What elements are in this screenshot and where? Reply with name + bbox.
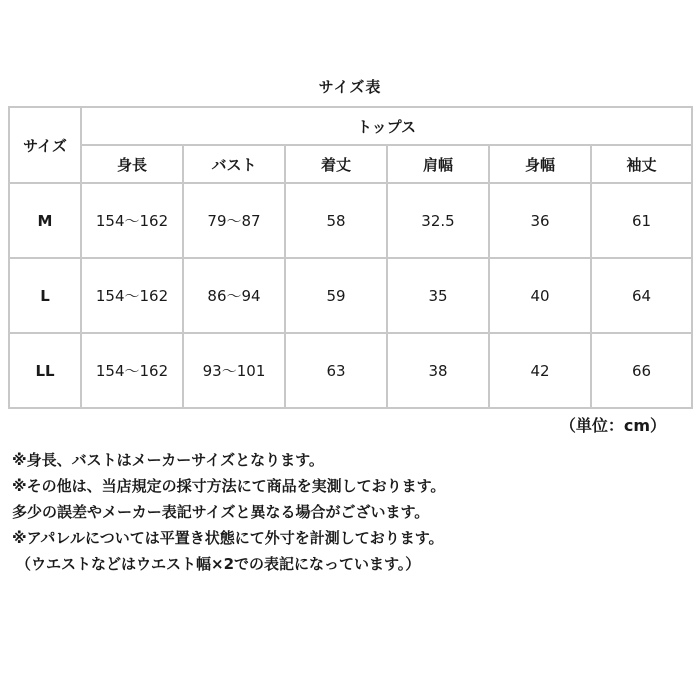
table-cell: 42 [489,333,591,408]
size-column-header: サイズ [9,107,81,183]
column-header-length: 着丈 [285,145,387,183]
page-title: サイズ表 [318,78,382,96]
table-cell: 61 [591,183,692,258]
size-label-l: L [9,258,81,333]
table-cell: 79～87 [183,183,285,258]
table-cell: 64 [591,258,692,333]
table-row [9,258,692,333]
table-cell: 93～101 [183,333,285,408]
note-line: 多少の誤差やメーカー表記サイズと異なる場合がございます。 [12,503,430,521]
table-cell: 86～94 [183,258,285,333]
column-header-sleeve: 袖丈 [591,145,692,183]
unit-label: （単位：cm） [559,416,666,435]
table-cell: 154～162 [81,333,183,408]
table-header-row [9,107,692,145]
size-label-ll: LL [9,333,81,408]
size-table [8,106,693,409]
table-cell: 59 [285,258,387,333]
table-cell: 38 [387,333,489,408]
note-line: ※アパレルについては平置き状態にて外寸を計測しております。 [12,529,444,547]
table-cell: 36 [489,183,591,258]
column-header-row [9,145,692,183]
column-header-height: 身長 [81,145,183,183]
note-line: （ウエストなどはウエスト幅×2での表記になっています。） [16,555,421,573]
table-cell: 35 [387,258,489,333]
table-cell: 63 [285,333,387,408]
table-cell: 154～162 [81,183,183,258]
note-line: ※その他は、当店規定の採寸方法にて商品を実測しております。 [12,477,446,495]
column-header-bust: バスト [183,145,285,183]
tops-group-header: トップス [81,107,692,145]
size-label-m: M [9,183,81,258]
table-row [9,333,692,408]
table-cell: 40 [489,258,591,333]
table-row [9,183,692,258]
table-cell: 32.5 [387,183,489,258]
column-header-shoulder: 肩幅 [387,145,489,183]
table-cell: 66 [591,333,692,408]
note-line: ※身長、バストはメーカーサイズとなります。 [12,451,324,469]
table-cell: 58 [285,183,387,258]
notes [12,447,682,577]
table-cell: 154～162 [81,258,183,333]
column-header-body-width: 身幅 [489,145,591,183]
